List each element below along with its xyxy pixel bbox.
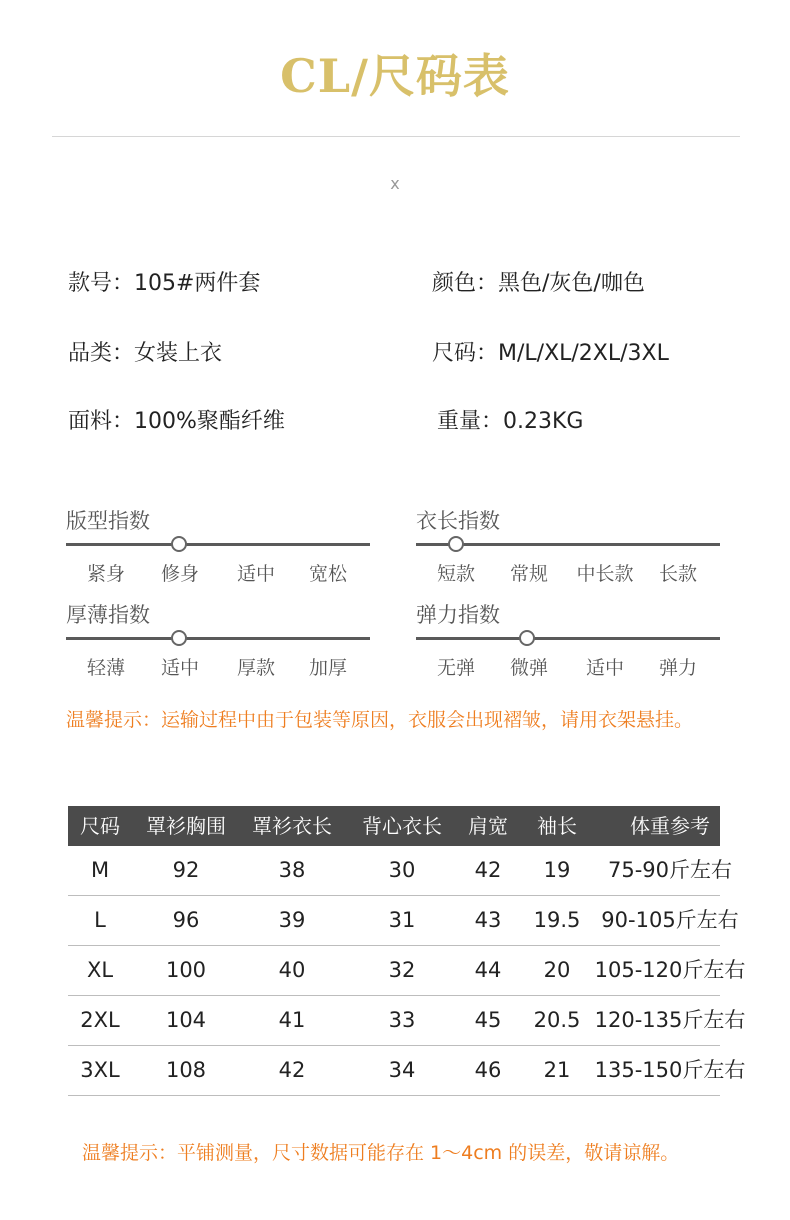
scale-option: 紧身: [86, 563, 126, 585]
size-table-header: [68, 806, 720, 846]
table-cell: 39: [278, 908, 306, 932]
scale-option: 长款: [658, 563, 698, 585]
scale-track: [416, 637, 720, 640]
table-cell: 75-90斤左右: [607, 858, 733, 882]
table-row: [68, 946, 746, 996]
table-header-cell: 罩衫衣长: [252, 814, 332, 838]
table-cell: 100: [165, 958, 207, 982]
table-cell: 45: [474, 1008, 502, 1032]
table-cell: 92: [172, 858, 200, 882]
scale-option: 常规: [509, 563, 549, 585]
table-header-cell: 尺码: [80, 814, 120, 838]
table-cell: 135-150斤左右: [594, 1058, 746, 1082]
table-cell: 44: [474, 958, 502, 982]
table-cell: 21: [543, 1058, 571, 1082]
table-cell: 90-105斤左右: [601, 908, 739, 932]
table-cell: 104: [165, 1008, 207, 1032]
scale-option: 无弹: [436, 657, 476, 679]
table-cell: 30: [388, 858, 416, 882]
scale-knob: [171, 536, 187, 552]
table-cell: 31: [388, 908, 416, 932]
spec-category: 品类：女装上衣: [68, 341, 223, 366]
scale-option: 中长款: [576, 563, 634, 585]
size-cell: 2XL: [80, 1008, 120, 1032]
table-cell: 105-120斤左右: [594, 958, 746, 982]
scale-option: 加厚: [308, 657, 348, 679]
table-cell: 46: [474, 1058, 502, 1082]
table-cell: 20.5: [533, 1008, 581, 1032]
table-cell: 43: [474, 908, 502, 932]
scale-label: 版型指数: [66, 509, 150, 533]
spec-fabric: 面料：100%聚酯纤维: [68, 409, 285, 434]
scale-option: 轻薄: [86, 657, 126, 679]
scale-option: 弹力: [658, 657, 698, 679]
table-cell: 42: [474, 858, 502, 882]
scale-option: 适中: [236, 563, 276, 585]
scale-track: [66, 637, 370, 640]
size-table: [68, 806, 746, 1096]
scale-option: 微弹: [509, 657, 549, 679]
size-table-body: [68, 846, 746, 1096]
scale-knob: [171, 630, 187, 646]
page-title: CL/尺码表: [280, 49, 510, 103]
table-row: [68, 1046, 746, 1096]
care-note: 温馨提示：运输过程中由于包装等原因，衣服会出现褶皱，请用衣架悬挂。: [66, 709, 694, 731]
table-row: [68, 896, 739, 946]
scale-option: 厚款: [236, 657, 276, 679]
title-divider: [52, 136, 740, 137]
table-cell: 20: [543, 958, 571, 982]
table-cell: 34: [388, 1058, 416, 1082]
size-cell: M: [90, 858, 110, 882]
table-cell: 19: [543, 858, 571, 882]
table-cell: 38: [278, 858, 306, 882]
size-cell: L: [94, 908, 106, 932]
table-header-cell: 袖长: [537, 814, 577, 838]
table-row: [68, 846, 733, 896]
scale-option: 适中: [160, 657, 200, 679]
scale-knob: [519, 630, 535, 646]
table-header-cell: 肩宽: [468, 814, 508, 838]
scale-label: 衣长指数: [416, 509, 500, 533]
table-cell: 19.5: [533, 908, 581, 932]
scale-track: [66, 543, 370, 546]
table-cell: 41: [278, 1008, 306, 1032]
table-header-cell: 体重参考: [630, 814, 710, 838]
size-cell: 3XL: [80, 1058, 120, 1082]
table-row: [68, 996, 746, 1046]
scale-label: 弹力指数: [416, 603, 500, 627]
table-cell: 120-135斤左右: [594, 1008, 746, 1032]
measure-note: 温馨提示：平铺测量，尺寸数据可能存在 1～4cm 的误差，敬请谅解。: [82, 1142, 680, 1164]
table-cell: 33: [388, 1008, 416, 1032]
table-cell: 42: [278, 1058, 306, 1082]
table-cell: 32: [388, 958, 416, 982]
spec-style-number: 款号：105#两件套: [68, 271, 261, 296]
spec-weight: 重量：0.23KG: [437, 409, 584, 434]
table-cell: 96: [172, 908, 200, 932]
scale-label: 厚薄指数: [66, 603, 150, 627]
spec-sizes: 尺码：M/L/XL/2XL/3XL: [432, 341, 669, 366]
scale-knob: [448, 536, 464, 552]
table-cell: 108: [165, 1058, 207, 1082]
scale-option: 适中: [585, 657, 625, 679]
table-header-cell: 罩衫胸围: [146, 814, 226, 838]
table-header-cell: 背心衣长: [362, 814, 442, 838]
scale-option: 宽松: [308, 563, 348, 585]
scale-option: 短款: [436, 563, 476, 585]
close-icon[interactable]: x: [390, 174, 400, 193]
size-cell: XL: [86, 958, 114, 982]
spec-color: 颜色：黑色/灰色/咖色: [432, 271, 645, 296]
table-cell: 40: [278, 958, 306, 982]
scale-option: 修身: [160, 563, 200, 585]
